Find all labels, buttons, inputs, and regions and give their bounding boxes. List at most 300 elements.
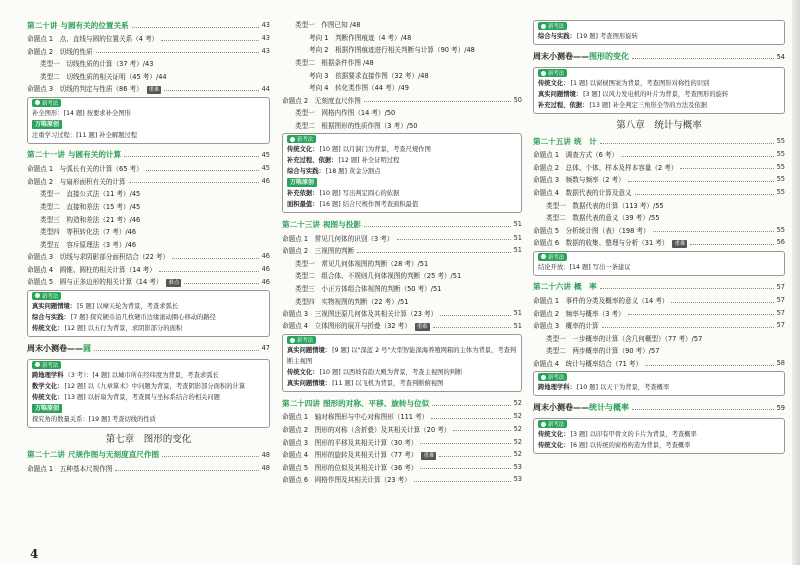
- box-line: [32, 370, 265, 381]
- page-ref: 57: [776, 321, 785, 330]
- entry-text: 命题点 4 立体图形的展开与折叠（32 考）: [282, 322, 411, 331]
- lecture-number: 第二十讲: [27, 20, 58, 30]
- proposition-entry[interactable]: [533, 236, 785, 249]
- box-line-label: 传统文化：: [287, 369, 319, 377]
- box-line-label: 综合与实践：: [32, 313, 70, 321]
- leader-dots: [635, 194, 774, 195]
- tag-icon: [541, 71, 546, 76]
- page-ref: 53: [513, 462, 522, 471]
- box-line-label: 传统文化：: [32, 324, 64, 332]
- page-ref: 43: [261, 21, 270, 29]
- entry-title: [40, 239, 136, 249]
- type-entry[interactable]: [27, 238, 270, 251]
- new-method-tag: [32, 99, 61, 107]
- leader-dots: [628, 181, 774, 182]
- box-line-label: 传统文化：: [538, 442, 570, 450]
- highlight-box: [27, 290, 270, 337]
- difficulty-badge: 重难: [423, 452, 435, 459]
- type-entry[interactable]: [282, 282, 522, 295]
- new-method-tag: [287, 336, 316, 344]
- tag-icon: [290, 338, 295, 343]
- box-line: [32, 414, 265, 425]
- entry-title-main: 周末小测卷——: [533, 52, 589, 61]
- leader-dots: [115, 470, 258, 471]
- box-line-text: [1 题] 以窗棂图案为背景，考查图形对称性的识别: [570, 80, 710, 87]
- box-line: [538, 31, 780, 42]
- tag-label: 新考法: [548, 71, 565, 77]
- highlight-box: [533, 371, 785, 396]
- page-ref: 51: [513, 246, 522, 255]
- entry-text: 命题点 5 图形的位似及其相关计算（36 考）: [282, 463, 418, 472]
- entry-title-topic: 图形的变化: [589, 52, 629, 61]
- entry-text: 类型二 直接和差法（15 考）/45: [40, 203, 141, 212]
- tag-label: 新考法: [548, 422, 565, 429]
- page-ref: 57: [776, 296, 785, 305]
- type-entry[interactable]: [533, 198, 785, 211]
- box-line-text: [16 题] 结合尺规作图考查面积最值: [319, 201, 419, 209]
- entry-title: [546, 345, 659, 355]
- entry-text: 命题点 5 分析统计图（表）（198 考）: [533, 226, 650, 235]
- entry-text: 统 计: [573, 136, 597, 146]
- chapter-title: 第八章 统计与概率: [616, 120, 702, 131]
- entry-text: 命题点 4 图形的旋转及其相关计算（77 考）: [282, 450, 418, 459]
- proposition-entry[interactable]: [282, 460, 522, 473]
- box-line-label: 综合与实践：: [538, 33, 576, 40]
- leader-dots: [414, 481, 511, 482]
- leader-dots: [132, 27, 259, 28]
- difficulty-badge: 重难: [148, 87, 160, 94]
- direction-entry[interactable]: [282, 43, 522, 56]
- lecture-entry[interactable]: [533, 134, 785, 148]
- entry-title: [282, 245, 354, 255]
- proposition-entry[interactable]: [27, 263, 270, 276]
- entry-title: [295, 270, 461, 280]
- leader-dots: [162, 456, 259, 457]
- page-ref: 57: [776, 282, 785, 291]
- tag-label: 新考法: [42, 362, 59, 369]
- entry-text: 考向 4 转化类作图（44 考）/49: [309, 84, 409, 93]
- page-ref: 52: [513, 412, 522, 421]
- proposition-entry[interactable]: [282, 410, 522, 423]
- difficulty-badge: 重难: [416, 324, 428, 331]
- box-line: [287, 345, 517, 367]
- leader-dots: [364, 101, 511, 102]
- type-entry[interactable]: [27, 225, 270, 238]
- box-line-label: 真实问题情境：: [287, 380, 332, 388]
- box-line-label: 数学文化：: [32, 382, 64, 390]
- page-ref: 58: [776, 359, 785, 368]
- leader-dots: [653, 231, 774, 232]
- entry-title: [282, 462, 417, 472]
- highlight-box: [533, 418, 785, 454]
- entry-title: [309, 44, 475, 54]
- entry-text: 命题点 1 事件的分类及概率的意义（14 考）: [533, 297, 669, 306]
- entry-title-topic: 圆: [83, 343, 91, 353]
- lecture-number: 第二十五讲: [533, 136, 571, 146]
- page-number: 4: [30, 547, 39, 561]
- leader-dots: [431, 418, 510, 419]
- page-ref: 46: [261, 277, 270, 286]
- entry-title: [282, 320, 430, 331]
- proposition-entry[interactable]: [27, 175, 270, 188]
- type-entry[interactable]: [27, 70, 270, 83]
- proposition-entry[interactable]: [27, 45, 270, 58]
- box-line-label: 传统文化：: [538, 431, 570, 439]
- highlight-box: [533, 20, 785, 45]
- entry-title: [533, 51, 629, 62]
- type-entry[interactable]: [533, 344, 785, 357]
- entry-title: [309, 82, 409, 92]
- entry-text: 命题点 6 数据的收集、整理与分析（31 考）: [533, 238, 669, 247]
- highlight-box: [27, 359, 270, 428]
- leader-dots: [161, 40, 258, 41]
- leader-dots: [124, 156, 258, 157]
- entry-title: [533, 136, 597, 147]
- entry-title: [27, 276, 181, 287]
- proposition-entry[interactable]: [533, 224, 785, 237]
- lecture-number: 第二十三讲: [282, 219, 320, 229]
- tag-icon: [541, 375, 546, 380]
- leader-dots: [397, 239, 511, 240]
- box-line-text: 补全图形：[14 题] 按要求补全图形: [32, 109, 131, 117]
- leader-dots: [184, 283, 258, 284]
- entry-title: [295, 57, 374, 67]
- page-ref: 55: [776, 137, 785, 145]
- box-line-label: 补充过程、依据：: [538, 102, 589, 109]
- lecture-entry[interactable]: [533, 280, 785, 294]
- type-entry[interactable]: [282, 294, 522, 307]
- entry-text: 类型三 小正方体组合体视图的判断（50 考）/51: [295, 285, 442, 294]
- entry-text: 命题点 6 网格作图及其相关计算（23 考）: [282, 476, 411, 485]
- page-ref: 54: [776, 52, 785, 61]
- leader-dots: [440, 315, 510, 316]
- box-line-label: 补充依据：: [287, 190, 319, 198]
- page-ref: 43: [261, 34, 270, 43]
- leader-dots: [94, 350, 259, 351]
- difficulty-badge: 难点: [168, 280, 180, 287]
- entry-text: 类型三 构造和差法（21 考）/46: [40, 215, 141, 224]
- entry-title: [546, 212, 659, 222]
- proposition-entry[interactable]: [282, 448, 522, 461]
- type-entry[interactable]: [27, 57, 270, 70]
- leader-dots: [600, 288, 774, 289]
- leader-dots: [439, 456, 510, 457]
- box-line-text: [10 题] 以月洞门为背景，考查尺规作图: [319, 146, 431, 154]
- entry-text: 命题点 3 频数与频率（2 考）: [533, 176, 625, 185]
- entry-title: [295, 19, 360, 29]
- tag-icon: [290, 137, 295, 142]
- type-entry[interactable]: [282, 18, 522, 31]
- entry-text: 命题点 2 频率与概率（3 考）: [533, 309, 625, 318]
- highlight-box: [533, 251, 785, 276]
- proposition-entry[interactable]: [282, 307, 522, 320]
- entry-title: [282, 233, 394, 243]
- entry-text: 与圆有关的计算: [67, 150, 122, 160]
- box-line-text: [11 题] 以飞机为背景，考查判断俯视图: [332, 380, 444, 388]
- entry-text: 类型四 实物视图的判断（22 考）/51: [295, 297, 409, 306]
- type-entry[interactable]: [27, 212, 270, 225]
- page-ref: 51: [513, 309, 522, 318]
- proposition-entry[interactable]: [27, 82, 270, 95]
- proposition-entry[interactable]: [533, 319, 785, 332]
- entry-text: 类型二 根据图形的性质作图（3 考）/50: [295, 122, 418, 131]
- proposition-entry[interactable]: [282, 320, 522, 333]
- tag-label: 新考法: [548, 24, 565, 30]
- page-ref: 59: [776, 403, 785, 412]
- proposition-entry[interactable]: [533, 294, 785, 307]
- entry-text: 类型二 根据条件作图 /48: [295, 59, 374, 68]
- page-ref: 43: [261, 46, 270, 55]
- entry-title: [295, 296, 408, 306]
- proposition-entry[interactable]: [533, 186, 785, 199]
- proposition-entry[interactable]: [282, 423, 522, 436]
- box-line: [287, 188, 517, 199]
- entry-text: 命题点 4 数据代表的计算及意义: [533, 189, 632, 198]
- tag-icon: [35, 100, 40, 105]
- box-line-label: 补充过程、依据：: [287, 157, 338, 165]
- leader-dots: [129, 182, 259, 183]
- proposition-entry[interactable]: [282, 244, 522, 257]
- entry-text: 类型一 直接公式法（11 考）/45: [40, 190, 141, 199]
- entry-text: 类型一 一步概率的计算（含几何概型）（77 考）/57: [546, 334, 703, 343]
- entry-text: 命题点 4 圆锥、圆柱的相关计算（14 考）: [27, 266, 156, 275]
- leader-dots: [690, 244, 773, 245]
- entry-text: 类型一 切线性质的计算（37 考）/43: [40, 60, 154, 69]
- tag-icon: [541, 254, 546, 259]
- leader-dots: [357, 252, 510, 253]
- box-line: [32, 130, 265, 141]
- box-line-text: [18 题] 黄金分割点: [325, 168, 381, 176]
- box-line-text: （3 考）：[4 题] 以城市所在经纬度为背景，考查求弧长: [64, 371, 219, 379]
- proposition-entry[interactable]: [282, 94, 522, 107]
- direction-entry[interactable]: [282, 68, 522, 81]
- entry-text: 命题点 4 统计与概率结合（71 考）: [533, 360, 643, 369]
- proposition-entry[interactable]: [533, 357, 785, 370]
- box-line-text: [12 题] 以《九章算术》中问题为背景，考查阴影部分面积的计算: [64, 382, 246, 390]
- entry-text: 类型一 网格内作图（14 考）/50: [295, 109, 396, 118]
- type-entry[interactable]: [282, 56, 522, 69]
- entry-title: [546, 200, 664, 210]
- page-ref: 55: [776, 162, 785, 171]
- entry-text: 与圆有关的位置关系: [60, 20, 129, 30]
- box-line-text: [3 题] 以印有甲骨文的卡片为背景，考查概率: [570, 431, 697, 439]
- entry-title: [533, 149, 618, 159]
- page-ref: 48: [261, 450, 270, 459]
- leader-dots: [164, 90, 258, 91]
- type-entry[interactable]: [282, 257, 522, 270]
- leader-dots: [146, 170, 259, 171]
- type-entry[interactable]: [533, 332, 785, 345]
- entry-text: 类型五 容斥原理法（3 考）/46: [40, 240, 137, 249]
- entry-title: [282, 474, 411, 484]
- box-line-label: 真实问题情境：: [287, 347, 332, 355]
- highlight-box: [27, 97, 270, 144]
- direction-entry[interactable]: [282, 81, 522, 94]
- entry-text: 考向 1 判断作图痕迹（4 考）/48: [309, 33, 412, 42]
- entry-title: [27, 163, 143, 173]
- proposition-entry[interactable]: [533, 306, 785, 319]
- entry-text: 命题点 2 与扇形面积有关的计算: [27, 177, 126, 186]
- entry-title: [295, 283, 441, 293]
- tag-icon: [541, 422, 546, 427]
- entry-text: 类型四 等积转化法（7 考）/46: [40, 228, 137, 237]
- proposition-entry[interactable]: [27, 32, 270, 45]
- leader-dots: [453, 430, 510, 431]
- entry-text: 命题点 3 三视图还原几何体及其相关计算（23 考）: [282, 310, 438, 319]
- leader-dots: [621, 156, 773, 157]
- page-edge: [792, 0, 800, 565]
- lecture-entry[interactable]: [282, 396, 522, 410]
- entry-text: 命题点 2 切线的性质: [27, 47, 93, 56]
- lecture-entry[interactable]: [27, 148, 270, 162]
- proposition-entry[interactable]: [27, 162, 270, 175]
- type-entry[interactable]: [533, 211, 785, 224]
- box-line-text: [10 题] 以西坡有韵大殿为背景，考查主视图的判断: [319, 369, 463, 377]
- entry-title: [295, 258, 428, 268]
- box-line-text: 探究角的数量关系：[19 题] 考查切线的性质: [32, 415, 156, 423]
- new-method-tag: [538, 420, 567, 428]
- leader-dots: [632, 409, 774, 410]
- leader-dots: [420, 468, 510, 469]
- proposition-entry[interactable]: [282, 435, 522, 448]
- weekend-test-entry[interactable]: [27, 341, 270, 356]
- leader-dots: [420, 443, 510, 444]
- entry-text: 图形的对称、平移、旋转与位似: [322, 398, 430, 408]
- box-line: [538, 440, 780, 451]
- entry-text: 类型二 两步概率的计算（90 考）/57: [546, 347, 660, 356]
- page-ref: 46: [261, 252, 270, 261]
- leader-dots: [632, 58, 774, 59]
- type-entry[interactable]: [27, 200, 270, 213]
- entry-title: [40, 71, 167, 81]
- entry-text: 命题点 1 轴对称图形与中心对称图形（111 考）: [282, 413, 429, 422]
- entry-text: 命题点 1 与弧长有关的计算（65 考）: [27, 165, 143, 174]
- box-line: [32, 108, 265, 119]
- box-line-text: [19 题] 考查图形旋转: [576, 33, 638, 40]
- entry-text: 命题点 2 三视图的判断: [282, 247, 355, 256]
- entry-text: 类型一 数据代表的计算（113 考）/55: [546, 201, 664, 210]
- box-line-label: 传统文化：: [32, 393, 64, 401]
- proposition-entry[interactable]: [27, 250, 270, 263]
- type-entry[interactable]: [282, 106, 522, 119]
- proposition-entry[interactable]: [27, 275, 270, 288]
- entry-text: 命题点 2 总体、个体、样本及样本容量（2 考）: [533, 163, 678, 172]
- proposition-entry[interactable]: [533, 173, 785, 186]
- page-ref: 50: [513, 95, 522, 104]
- box-line: [287, 166, 517, 177]
- page-ref: 51: [513, 233, 522, 242]
- tag-icon: [541, 24, 546, 29]
- entry-text: 类型二 数据代表的意义（39 考）/55: [546, 214, 660, 223]
- entry-text: 命题点 2 图形的对称（含折叠）及其相关计算（20 考）: [282, 425, 451, 434]
- box-line-text: [13 题] 以折扇为背景，考查圆与坐标系结合的相关问题: [64, 393, 220, 401]
- entry-title: [533, 237, 687, 248]
- page-ref: 55: [776, 175, 785, 184]
- entry-title: [27, 46, 93, 56]
- lecture-number: 第二十一讲: [27, 150, 65, 160]
- entry-title: [40, 214, 140, 224]
- page-ref: 52: [513, 450, 522, 459]
- box-line: [538, 100, 780, 111]
- entry-title: [40, 201, 140, 211]
- tag-label: 新考法: [297, 137, 314, 144]
- box-line-text: [10 题] 写出判定圆心的依据: [319, 190, 400, 198]
- proposition-entry[interactable]: [282, 473, 522, 486]
- weekend-test-entry[interactable]: [533, 49, 785, 64]
- page-ref: 45: [261, 164, 270, 173]
- difficulty-badge: 重难: [674, 240, 686, 247]
- entry-title: [27, 343, 91, 354]
- leader-dots: [680, 168, 773, 169]
- toc-column-1: [27, 18, 270, 475]
- type-entry[interactable]: [282, 119, 522, 132]
- box-line: [32, 323, 265, 334]
- box-line-text: 结论开放：[14 题] 写出一条建议: [538, 263, 631, 271]
- original-label: 万唯原创: [32, 404, 62, 413]
- lecture-number: 第二十六讲: [533, 282, 571, 292]
- tag-label: 新考法: [42, 293, 59, 300]
- entry-title: [295, 120, 417, 130]
- entry-title: [533, 308, 625, 318]
- box-line: [538, 429, 780, 440]
- leader-dots: [645, 365, 774, 366]
- box-line-text: [3 题] 以风力发电机的叶片为背景，考查图形的旋转: [583, 91, 729, 98]
- original-label: 万唯原创: [287, 178, 317, 187]
- entry-title: [27, 264, 156, 274]
- direction-entry[interactable]: [282, 31, 522, 44]
- entry-text: 命题点 3 切线与求阴影部分面积结合（22 考）: [27, 253, 170, 262]
- entry-title: [27, 33, 158, 43]
- page-ref: 57: [776, 308, 785, 317]
- lecture-entry[interactable]: [27, 448, 270, 462]
- box-line: [287, 367, 517, 378]
- chapter-title: 第七章 图形的变化: [105, 433, 192, 445]
- box-line-label: 综合与实践：: [287, 168, 325, 176]
- lecture-entry[interactable]: [282, 217, 522, 231]
- leader-dots: [600, 143, 774, 144]
- tag-icon: [35, 293, 40, 298]
- box-line-label: 跨地理学科: [32, 371, 64, 379]
- box-line: [538, 382, 780, 393]
- lecture-entry[interactable]: [27, 18, 270, 32]
- tag-label: 新考法: [548, 375, 565, 382]
- new-method-tag: [538, 373, 567, 381]
- type-entry[interactable]: [282, 269, 522, 282]
- entry-title-topic: 统计与概率: [589, 403, 629, 413]
- entry-title: [533, 187, 632, 197]
- entry-text: 命题点 1 调查方式（6 考）: [533, 151, 619, 160]
- box-line: [538, 78, 780, 89]
- entry-title: [27, 251, 169, 261]
- box-line: [287, 199, 517, 210]
- new-method-tag: [538, 69, 567, 77]
- entry-title: [533, 402, 629, 413]
- proposition-entry[interactable]: [533, 161, 785, 174]
- page-ref: 45: [261, 150, 270, 159]
- entry-title: [27, 176, 126, 186]
- weekend-test-entry[interactable]: [533, 400, 785, 415]
- proposition-entry[interactable]: [282, 231, 522, 244]
- box-line-text: [5 题] 以摩天轮为背景，考查求弧长: [77, 302, 179, 310]
- entry-title: [282, 95, 361, 105]
- entry-text: 考向 3 依据要求直接作图（32 考）/48: [309, 71, 429, 80]
- proposition-entry[interactable]: [27, 462, 270, 475]
- type-entry[interactable]: [27, 187, 270, 200]
- box-line-label: 真实问题情境：: [32, 302, 77, 310]
- entry-title: [27, 449, 159, 460]
- entry-title: [309, 32, 411, 42]
- proposition-entry[interactable]: [533, 148, 785, 161]
